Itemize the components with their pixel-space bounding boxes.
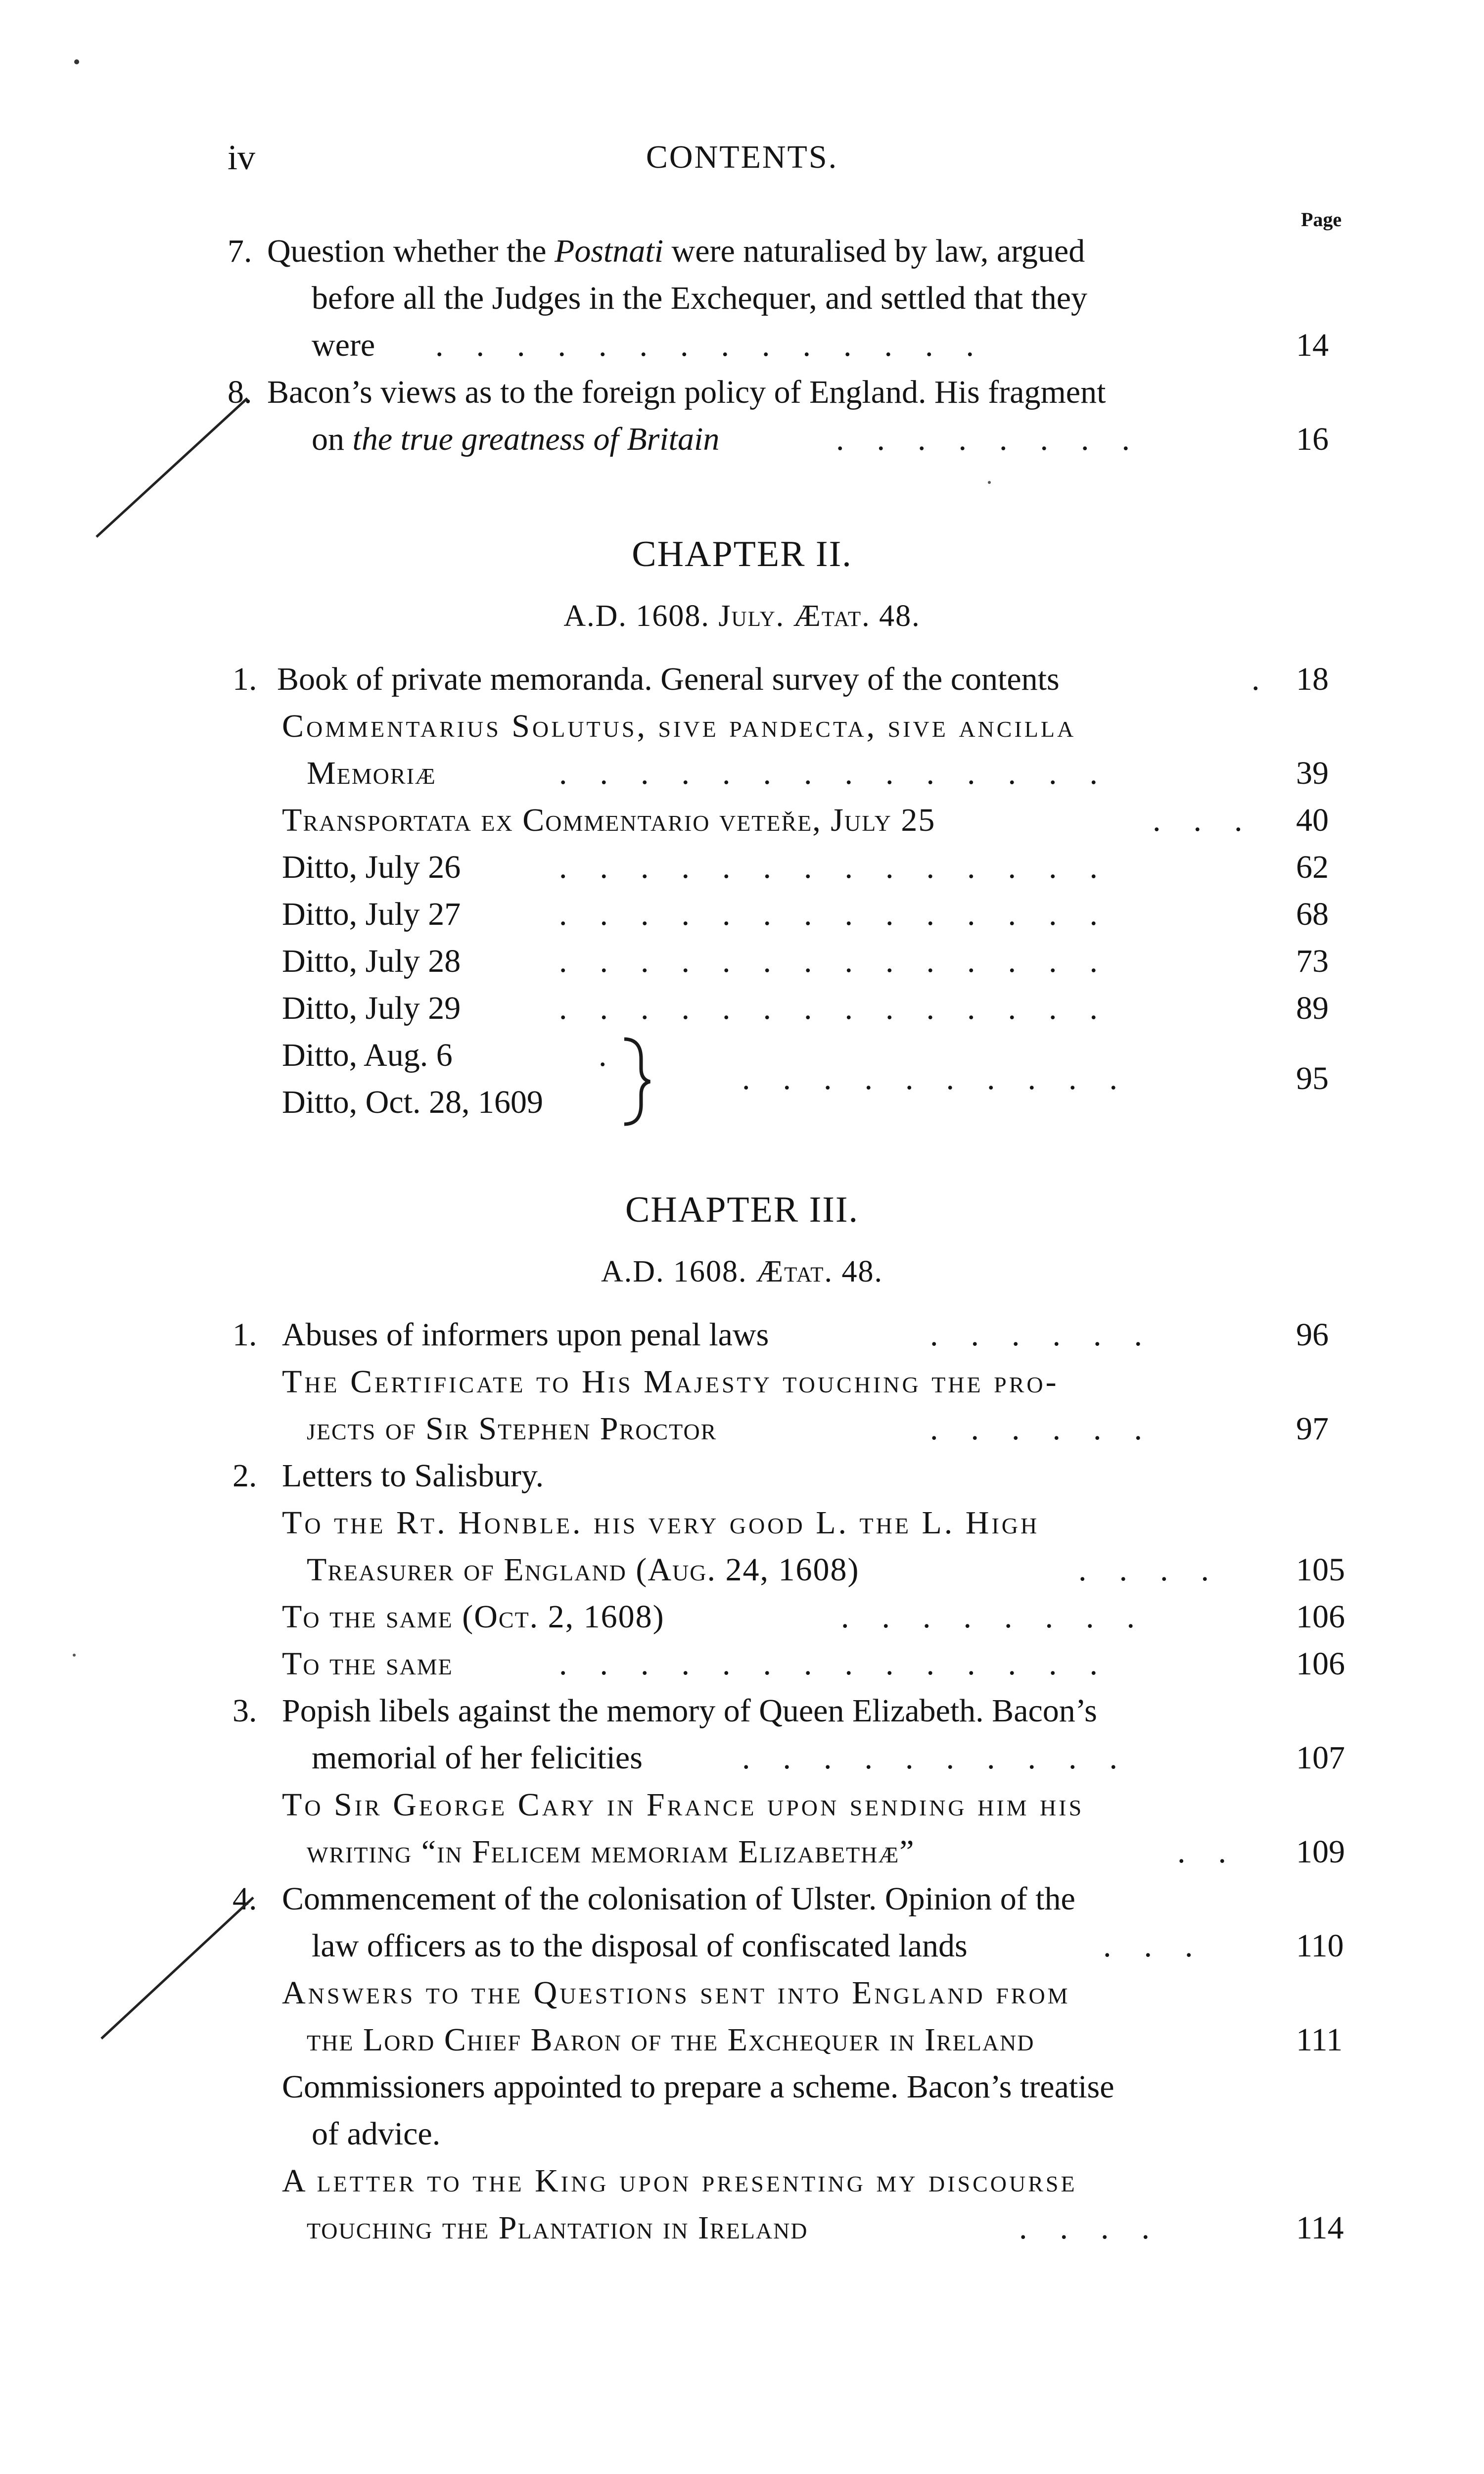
entry-line: touching the Plantation in Ireland [307, 2210, 808, 2246]
ink-speck [73, 1654, 76, 1657]
ink-speck [74, 59, 79, 64]
entry-line: Transportata ex Commentario veteře, July 25 [282, 802, 936, 838]
entry-line: memorial of her felicities [312, 1740, 643, 1776]
entry-number: 1. [232, 1317, 257, 1353]
entry-line: Commissioners appointed to prepare a scheme. Bacon’s treatise [282, 2069, 1114, 2105]
leader-dots: . . . . . . . . . . . . . . [559, 849, 1098, 885]
entry-line: law officers as to the disposal of confiscated lands [312, 1928, 968, 1964]
page-ref: 39 [1296, 755, 1329, 791]
page-ref: 107 [1296, 1740, 1345, 1776]
entry-line: A letter to the King upon presenting my discourse [282, 2163, 1077, 2199]
leader-dots: . [1252, 661, 1260, 697]
leader-dots: . . . . . . . . . . . . . . [559, 896, 1098, 932]
page-ref: 114 [1296, 2210, 1344, 2246]
page-ref: 105 [1296, 1552, 1345, 1588]
leader-dots: . . . . . . . . . . . . . . [559, 943, 1098, 979]
entry-number: 1. [232, 661, 257, 697]
entry-line: To the Rt. Honble. his very good L. the L. High [282, 1505, 1040, 1541]
entry-line: Ditto, July 29 [282, 990, 461, 1026]
page-ref: 97 [1296, 1411, 1329, 1447]
leader-dots: . . . [1153, 802, 1243, 838]
entry-line: writing “in Felicem memoriam Elizabethæ” [307, 1834, 915, 1870]
page-ref: 111 [1296, 2022, 1343, 2058]
entry-line: jects of Sir Stephen Proctor [307, 1411, 717, 1447]
entry-line: the Lord Chief Baron of the Exchequer in Ireland [307, 2022, 1035, 2058]
entry-line: on the true greatness of Britain [312, 421, 720, 457]
chapter-heading: CHAPTER III. [625, 1189, 859, 1230]
page-ref: 96 [1296, 1317, 1329, 1353]
chapter-heading: CHAPTER II. [632, 534, 852, 574]
entry-line: The Certificate to His Majesty touching the pro- [282, 1364, 1059, 1400]
entry-number: 4. [232, 1881, 257, 1917]
leader-dots: . . [1177, 1834, 1226, 1870]
leader-dots: . . . . . . . . . . [742, 1740, 1117, 1776]
entry-line: Ditto, Oct. 28, 1609 [282, 1084, 543, 1120]
page-number: iv [228, 138, 256, 177]
entry-line: Bacon’s views as to the foreign policy of England. His fragment [267, 374, 1106, 410]
leader-dots: . . . . . . . . . . . . . . [559, 990, 1098, 1026]
entry-number: 7. [228, 233, 252, 269]
entry-number: 2. [232, 1458, 257, 1494]
curly-brace [624, 1039, 650, 1124]
entry-line: Ditto, July 26 [282, 849, 461, 885]
entry-line: Ditto, Aug. 6 [282, 1037, 453, 1073]
entry-number: 3. [232, 1693, 257, 1729]
page-ref: 106 [1296, 1646, 1345, 1682]
ink-speck [988, 481, 991, 484]
entry-line: were [312, 327, 375, 363]
entry-line: Letters to Salisbury. [282, 1458, 544, 1494]
page-ref: 106 [1296, 1599, 1345, 1635]
entry-line: Memoriæ [307, 755, 436, 791]
leader-dots: . . . . . . . . . . . . . . [559, 755, 1098, 791]
page-ref: 40 [1296, 802, 1329, 838]
entry-number: 8. [228, 374, 252, 410]
pencil-margin-mark [96, 398, 247, 537]
page-ref: 18 [1296, 661, 1329, 697]
running-title: CONTENTS. [646, 139, 838, 175]
leader-dots: . . . . . . . . [836, 421, 1130, 457]
leader-dots: . . . . . . . . [841, 1599, 1135, 1635]
leader-dots: . . . . [1019, 2210, 1150, 2246]
page-ref: 89 [1296, 990, 1329, 1026]
entry-line: Ditto, July 27 [282, 896, 461, 932]
page-ref: 109 [1296, 1834, 1345, 1870]
entry-line: Commencement of the colonisation of Ulster. Opinion of the [282, 1881, 1075, 1917]
page-column-label: Page [1301, 208, 1342, 231]
entry-line: of advice. [312, 2116, 441, 2152]
page-ref: 68 [1296, 896, 1329, 932]
page-ref: 110 [1296, 1928, 1344, 1964]
leader-dots: . . . . . . . . . . . . . . [559, 1646, 1098, 1682]
entry-line: To the same [282, 1646, 453, 1682]
page-ref: 16 [1296, 421, 1329, 457]
page-ref: 95 [1296, 1060, 1329, 1096]
chapter-date: A.D. 1608. Ætat. 48. [601, 1255, 883, 1288]
page-ref: 73 [1296, 943, 1329, 979]
entry-line: Popish libels against the memory of Queen Elizabeth. Bacon’s [282, 1693, 1097, 1729]
leader-dots: . . . [1103, 1928, 1193, 1964]
leader-dots: . . . . . . . . . . [742, 1060, 1117, 1096]
entry-line: Ditto, July 28 [282, 943, 461, 979]
entry-line: Treasurer of England (Aug. 24, 1608) [307, 1552, 860, 1588]
leader-dots: . . . . . . [930, 1411, 1142, 1447]
entry-line: To the same (Oct. 2, 1608) [282, 1599, 665, 1635]
pencil-margin-mark [101, 1898, 253, 2039]
entry-line: To Sir George Cary in France upon sending him his [282, 1787, 1084, 1823]
entry-line: before all the Judges in the Exchequer, and settled that they [312, 280, 1087, 316]
leader-dots: . . . . . . . . . . . . . . [435, 327, 974, 363]
entry-line: Book of private memoranda. General survey of the contents [277, 661, 1060, 697]
page-ref: 62 [1296, 849, 1329, 885]
entry-line: Question whether the Postnati were naturalised by law, argued [267, 233, 1085, 269]
page-ref: 14 [1296, 327, 1329, 363]
entry-line: Answers to the Questions sent into England from [282, 1975, 1070, 2011]
leader-dots: . [599, 1037, 607, 1073]
entry-line: Abuses of informers upon penal laws [282, 1317, 769, 1353]
leader-dots: . . . . [1078, 1552, 1209, 1588]
leader-dots: . . . . . . [930, 1317, 1142, 1353]
chapter-date: A.D. 1608. July. Ætat. 48. [563, 599, 921, 633]
entry-line: Commentarius Solutus, sive pandecta, sive ancilla [282, 708, 1076, 744]
